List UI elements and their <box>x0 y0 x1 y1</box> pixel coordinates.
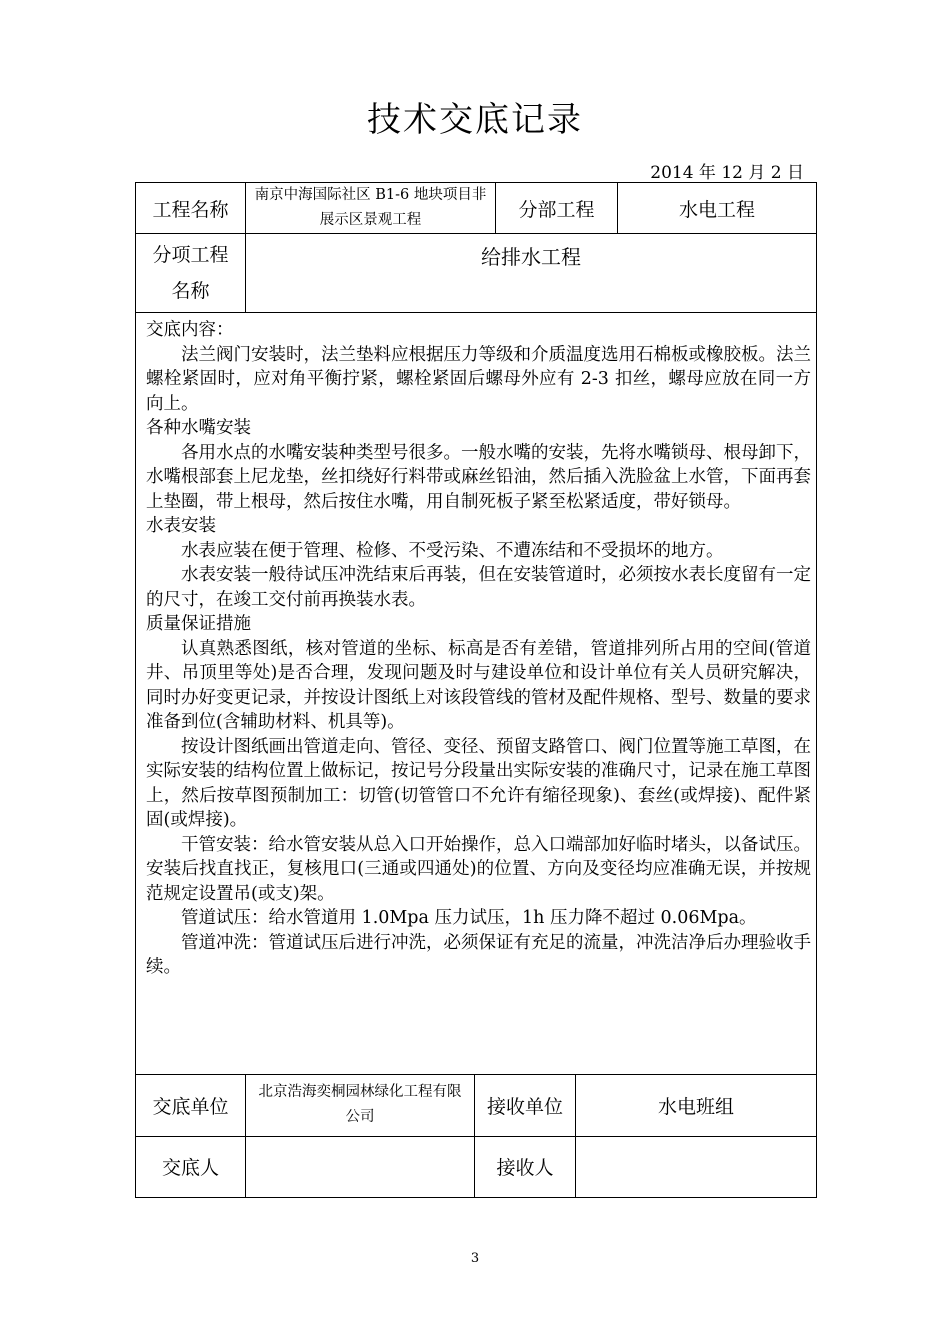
receiver-person-value[interactable] <box>576 1136 816 1197</box>
item-project-label <box>136 233 245 312</box>
issuer-unit-label: 交底单位 <box>152 1095 229 1118</box>
page-number: 3 <box>470 1251 480 1266</box>
content-paragraph: 水表应装在便于管理、检修、不受污染、不遭冻结和不受损坏的地方。 <box>181 540 724 561</box>
record-table <box>135 182 817 1198</box>
content-subheading: 各种水嘴安装 <box>146 418 251 438</box>
receiver-unit-label: 接收单位 <box>486 1095 563 1118</box>
issuer-person-value[interactable] <box>246 1136 474 1197</box>
content-paragraph: 法兰阀门安装时，法兰垫料应根据压力等级和介质温度选用石棉板或橡胶板。法兰螺栓紧固时，应对角平衡拧紧，螺栓紧固后螺母外应有 2-3 扣丝，螺母应放在同一方向上。 <box>146 344 811 414</box>
item-project-value: 给排水工程 <box>481 244 581 269</box>
content-paragraph: 管道冲洗：管道试压后进行冲洗，必须保证有充足的流量，冲洗洁净后办理验收手续。 <box>146 932 811 977</box>
receiver-unit-value: 水电班组 <box>657 1095 734 1118</box>
disclosure-content <box>146 318 811 980</box>
document-title: 技术交底记录 <box>367 100 583 140</box>
issuer-person-label: 交底人 <box>161 1157 219 1179</box>
project-name-label: 工程名称 <box>152 198 229 221</box>
content-heading: 交底内容： <box>146 320 234 340</box>
receiver-person-label: 接收人 <box>496 1157 554 1179</box>
content-paragraph: 各用水点的水嘴安装种类型号很多。一般水嘴的安装，先将水嘴锁母、根母卸下，水嘴根部套上尼龙垫，丝扣绕好行料带或麻丝铅油，然后插入洗脸盆上水管，下面再套上垫圈，带上根母，然后按住水嘴，用自制死板子紧至松紧适度，带好锁母。 <box>146 442 811 512</box>
project-name-value: 南京中海国际社区 B1-6 地块项目非展示区景观工程 <box>254 187 487 228</box>
sub-project-value: 水电工程 <box>678 198 755 221</box>
content-paragraph: 水表安装一般待试压冲洗结束后再装，但在安装管道时，必须按水表长度留有一定的尺寸，在竣工交付前再换装水表。 <box>146 565 811 610</box>
content-paragraph: 干管安装：给水管安装从总入口开始操作，总入口端部加好临时堵头，以备试压。安装后找直找正，复核甩口(三通或四通处)的位置、方向及变径均应准确无误，并按规范规定设置吊(或支)架。 <box>146 834 811 904</box>
sub-project-label: 分部工程 <box>518 198 595 221</box>
content-paragraph: 按设计图纸画出管道走向、管径、变径、预留支路管口、阀门位置等施工草图，在实际安装的结构位置上做标记，按记号分段量出实际安装的准确尺寸，记录在施工草图上，然后按草图预制加工：切管(切管管口不允许有缩径现象)、套丝(或焊接)、配件紧固(或焊接)。 <box>146 736 811 830</box>
content-paragraph: 管道试压：给水管道用 1.0Mpa 压力试压，1h 压力降不超过 0.06Mpa。 <box>181 908 757 928</box>
item-project-label-line1: 分项工程 <box>152 243 229 266</box>
content-subheading: 水表安装 <box>146 516 216 536</box>
issuer-unit-value: 北京浩海奕桐园林绿化工程有限公司 <box>258 1084 462 1125</box>
content-subheading: 质量保证措施 <box>146 614 251 634</box>
content-paragraph: 认真熟悉图纸，核对管道的坐标、标高是否有差错，管道排列所占用的空间(管道井、吊顶里等处)是否合理，发现问题及时与建设单位和设计单位有关人员研究解决，同时办好变更记录，并按设计图纸上对该段管线的管材及配件规格、型号、数量的要求准备到位(含辅助材料、机具等)。 <box>146 638 811 732</box>
item-project-label-line2: 名称 <box>171 279 210 302</box>
document-date: 2014 年 12 月 2 日 <box>650 163 804 183</box>
